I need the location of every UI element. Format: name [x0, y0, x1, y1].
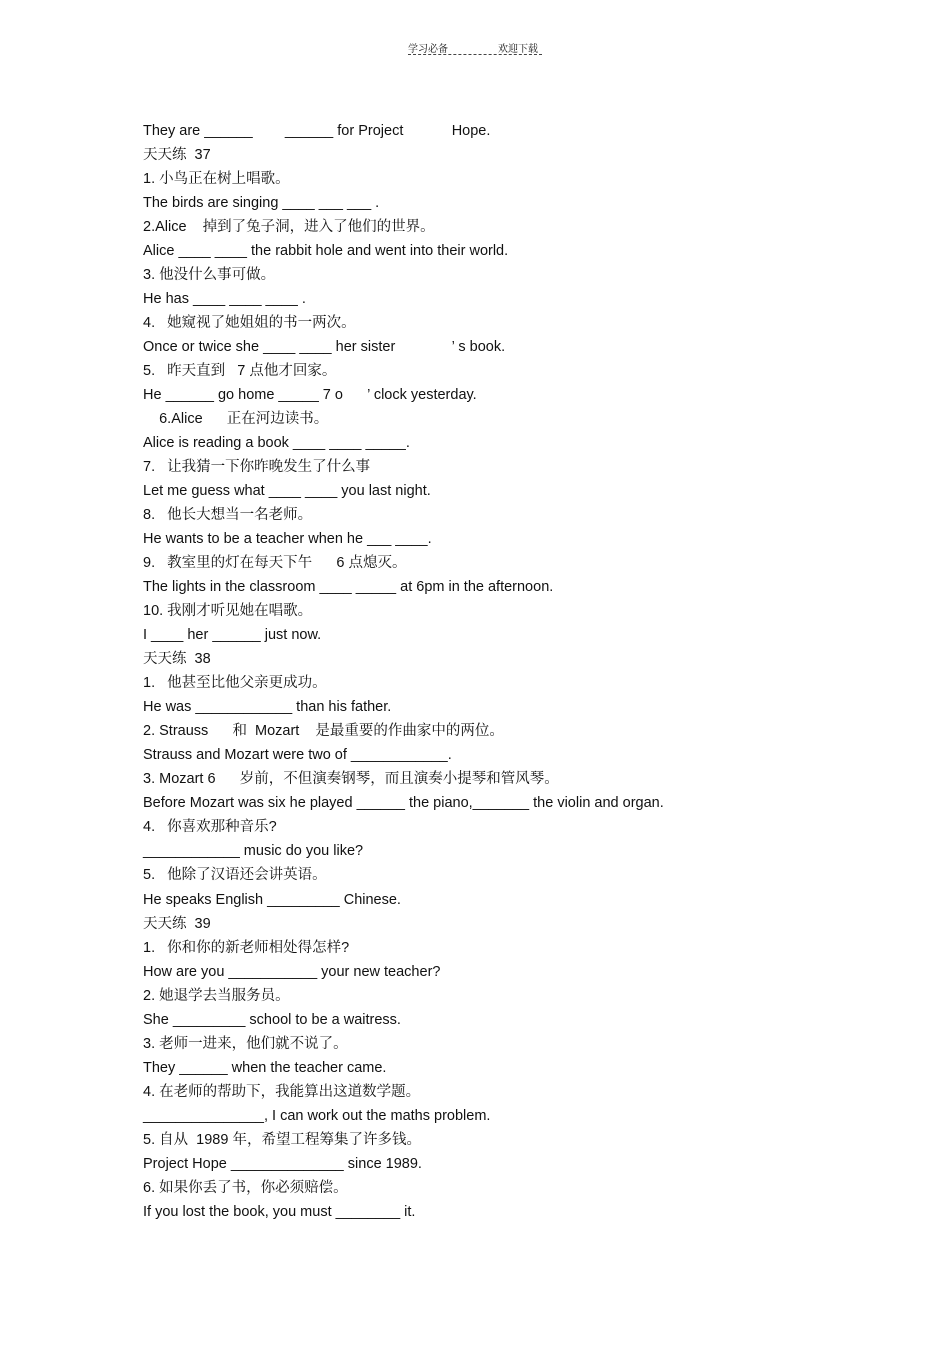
question-prompt: 5. 昨天直到 7 点他才回家。: [143, 363, 337, 380]
question-prompt: 2.Alice 掉到了兔子洞，进入了他们的世界。: [143, 219, 435, 236]
question-prompt: 7. 让我猜一下你昨晚发生了什么事: [143, 459, 371, 476]
question-prompt: 1. 小鸟正在树上唱歌。: [143, 171, 290, 188]
page-header: [0, 40, 950, 60]
answer-line: He ______ go home _____ 7 o ’ clock yesterday.: [143, 387, 477, 404]
answer-line: Alice is reading a book ____ ____ _____.: [143, 435, 410, 452]
question-prompt: 6.Alice 正在河边读书。: [143, 411, 329, 428]
question-prompt: 3. 他没什么事可做。: [143, 267, 276, 284]
answer-line: If you lost the book, you must ________ it.: [143, 1203, 416, 1220]
question-prompt: 2. 她退学去当服务员。: [143, 987, 290, 1004]
answer-line: The lights in the classroom ____ _____ at 6pm in the afternoon.: [143, 579, 554, 596]
answer-line: _______________, I can work out the maths problem.: [143, 1107, 491, 1124]
answer-line: Once or twice she ____ ____ her sister ’ s book.: [143, 339, 506, 356]
answer-line: Strauss and Mozart were two of ____________.: [143, 747, 452, 764]
question-prompt: 2. Strauss 和 Mozart 是最重要的作曲家中的两位。: [143, 723, 504, 740]
section-heading: 天天练 37: [143, 147, 211, 164]
question-prompt: 9. 教室里的灯在每天下午 6 点熄灭。: [143, 555, 407, 572]
answer-line: The birds are singing ____ ___ ___ .: [143, 195, 380, 212]
question-prompt: 5. 自从 1989 年，希望工程筹集了许多钱。: [143, 1131, 421, 1148]
question-prompt: 4. 她窥视了她姐姐的书一两次。: [143, 315, 356, 332]
question-prompt: 8. 他长大想当一名老师。: [143, 507, 313, 524]
answer-line: She _________ school to be a waitress.: [143, 1011, 401, 1028]
section-heading: 天天练 39: [143, 915, 211, 932]
answer-line: ____________ music do you like?: [143, 843, 364, 860]
answer-line: I ____ her ______ just now.: [143, 627, 322, 644]
question-prompt: 3. Mozart 6 岁前，不但演奏钢琴，而且演奏小提琴和管风琴。: [143, 771, 559, 788]
question-prompt: 5. 他除了汉语还会讲英语。: [143, 867, 327, 884]
header-right-text: 欢迎下载: [498, 44, 538, 55]
answer-line: Let me guess what ____ ____ you last night.: [143, 483, 431, 500]
question-prompt: 4. 在老师的帮助下，我能算出这道数学题。: [143, 1083, 421, 1100]
answer-line: Before Mozart was six he played ______ the piano,_______ the violin and organ.: [143, 795, 664, 812]
exercise-content: [143, 119, 903, 1224]
answer-line: They ______ when the teacher came.: [143, 1059, 387, 1076]
answer-line: He was ____________ than his father.: [143, 699, 392, 716]
text-line: They are ______ ______ for Project Hope.: [143, 123, 491, 139]
question-prompt: 6. 如果你丢了书，你必须赔偿。: [143, 1179, 348, 1196]
answer-line: He wants to be a teacher when he ___ ____.: [143, 531, 432, 548]
header-divider: [408, 54, 542, 55]
question-prompt: 4. 你喜欢那种音乐?: [143, 819, 277, 836]
answer-line: He has ____ ____ ____ .: [143, 291, 306, 308]
question-prompt: 3. 老师一进来，他们就不说了。: [143, 1035, 348, 1052]
answer-line: He speaks English _________ Chinese.: [143, 891, 401, 908]
header-left-text: 学习必备: [408, 44, 448, 55]
question-prompt: 10. 我刚才听见她在唱歌。: [143, 603, 313, 620]
answer-line: Project Hope ______________ since 1989.: [143, 1155, 422, 1172]
answer-line: Alice ____ ____ the rabbit hole and went into their world.: [143, 243, 509, 260]
answer-line: How are you ___________ your new teacher?: [143, 963, 441, 980]
question-prompt: 1. 你和你的新老师相处得怎样?: [143, 939, 350, 956]
section-heading: 天天练 38: [143, 651, 211, 668]
question-prompt: 1. 他甚至比他父亲更成功。: [143, 675, 327, 692]
